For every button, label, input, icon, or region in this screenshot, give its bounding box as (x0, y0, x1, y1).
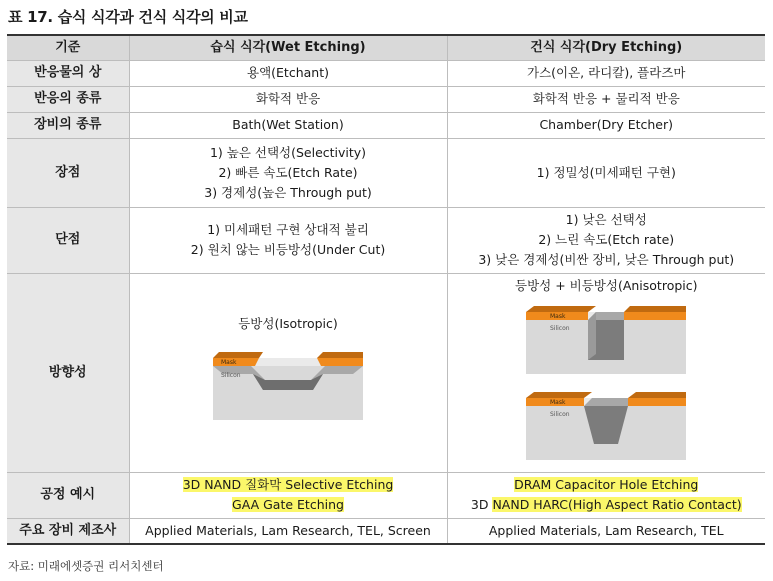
list-item: 2) 원치 않는 비등방성(Under Cut) (190, 242, 386, 257)
cell-wet (129, 138, 447, 207)
list-item: 1) 미세패턴 구현 상대적 불리 (207, 222, 369, 237)
mask-label: Mask (550, 398, 566, 406)
highlighted-example: DRAM Capacitor Hole Etching (514, 477, 699, 492)
row-reaction-type (7, 86, 765, 112)
mask-label: Mask (550, 312, 566, 320)
silicon-label: Silicon (221, 371, 241, 379)
cell-dry (447, 207, 765, 273)
mask-layer-right (628, 398, 686, 406)
row-label: 공정 예시 (7, 472, 129, 518)
cell-dry (447, 273, 765, 472)
table-title: 표 17. 습식 식각과 건식 식각의 비교 (8, 8, 248, 26)
list-item: 1) 정밀성(미세패턴 구현) (536, 164, 676, 180)
highlighted-example: NAND HARC(High Aspect Ratio Contact) (492, 497, 742, 512)
cell-dry (447, 472, 765, 518)
row-label: 장비의 종류 (7, 112, 129, 138)
silicon-label: Silicon (550, 410, 570, 418)
anisotropic-caption: 등방성 + 비등방성(Anisotropic) (515, 277, 698, 293)
list-item: 1) 낮은 선택성 (565, 212, 647, 227)
cell-dry: Applied Materials, Lam Research, TEL (447, 518, 765, 544)
header-wet: 습식 식각(Wet Etching) (129, 35, 447, 60)
row-label: 단점 (7, 207, 129, 273)
tapered-etch-diagram (526, 390, 686, 462)
row-directionality (7, 273, 765, 472)
cell-dry: 화학적 반응 + 물리적 반응 (447, 86, 765, 112)
highlighted-example: 3D NAND 질화막 Selective Etching (182, 477, 394, 492)
comparison-table (7, 34, 765, 545)
mask-layer-right (624, 312, 686, 320)
header-dry: 건식 식각(Dry Etching) (447, 35, 765, 60)
example-prefix: 3D (470, 497, 493, 512)
list-item: 3) 낮은 경제성(비싼 장비, 낮은 Through put) (478, 252, 735, 267)
highlighted-example: GAA Gate Etching (232, 497, 344, 512)
list-item: 3) 경제성(높은 Through put) (204, 184, 372, 200)
isotropic-etch-diagram (213, 344, 363, 424)
row-label: 주요 장비 제조사 (7, 518, 129, 544)
row-label: 방향성 (7, 273, 129, 472)
cell-wet: 화학적 반응 (129, 86, 447, 112)
row-label: 반응의 종류 (7, 86, 129, 112)
cell-dry (447, 138, 765, 207)
cell-wet: Bath(Wet Station) (129, 112, 447, 138)
row-disadvantages (7, 207, 765, 273)
list-item: 2) 빠른 속도(Etch Rate) (218, 164, 358, 180)
mask-label: Mask (221, 358, 237, 366)
row-reactant-state (7, 60, 765, 86)
cell-dry: 가스(이온, 라디칼), 플라즈마 (447, 60, 765, 86)
list-item: 2) 느린 속도(Etch rate) (538, 232, 675, 247)
cell-wet: 용액(Etchant) (129, 60, 447, 86)
cell-wet (129, 472, 447, 518)
isotropic-caption: 등방성(Isotropic) (238, 315, 338, 331)
cell-dry: Chamber(Dry Etcher) (447, 112, 765, 138)
cell-wet (129, 207, 447, 273)
cell-wet: Applied Materials, Lam Research, TEL, Screen (129, 518, 447, 544)
cell-wet (129, 273, 447, 472)
header-row (7, 35, 765, 60)
header-criteria: 기준 (7, 35, 129, 60)
silicon-label: Silicon (550, 324, 570, 332)
row-equipment-type (7, 112, 765, 138)
row-equipment-makers (7, 518, 765, 544)
list-item: 1) 높은 선택성(Selectivity) (209, 144, 367, 160)
row-process-examples (7, 472, 765, 518)
anisotropic-etch-diagram (526, 304, 686, 376)
source-note: 자료: 미래에셋증권 리서치센터 (8, 559, 164, 573)
row-label: 반응물의 상 (7, 60, 129, 86)
row-label: 장점 (7, 138, 129, 207)
row-advantages (7, 138, 765, 207)
mask-layer-right (317, 358, 363, 366)
